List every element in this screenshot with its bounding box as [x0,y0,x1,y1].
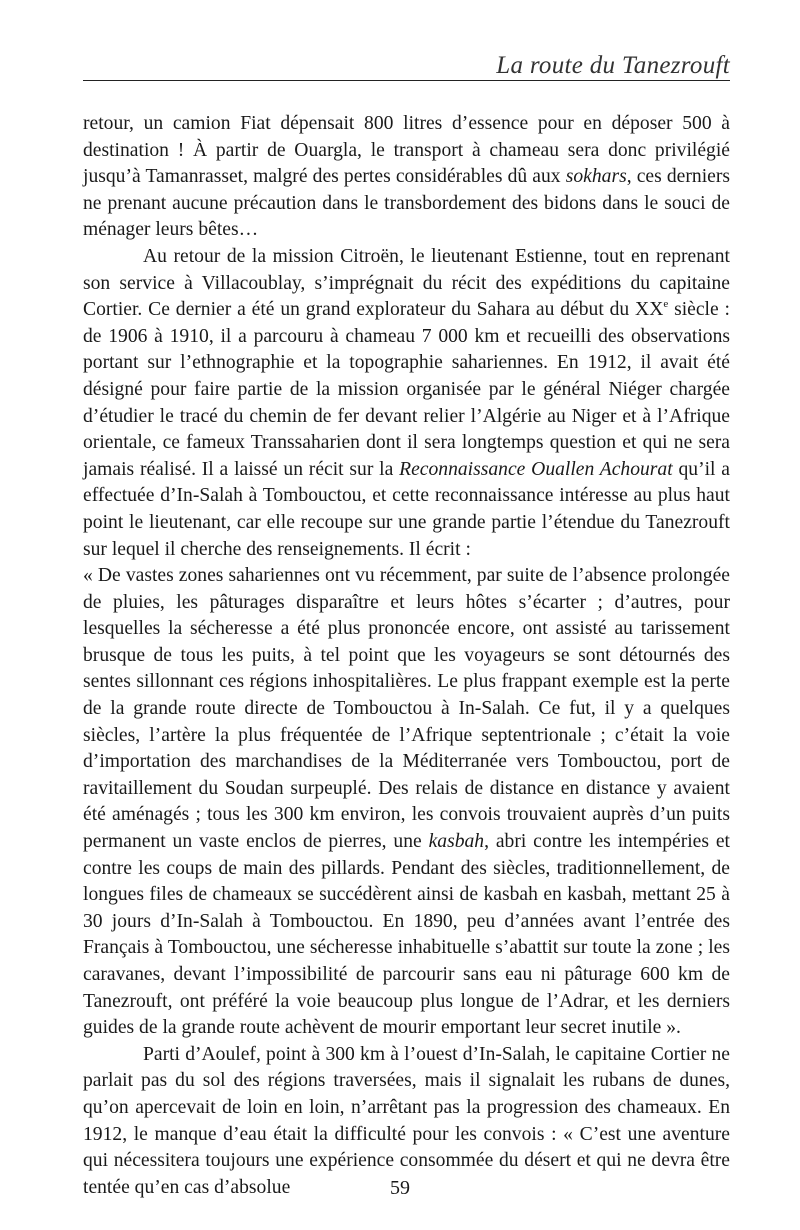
paragraph [83,244,730,563]
running-head-title: La route du Tanezrouft [496,52,730,79]
text-run: qu’il a effectuée d’In-Salah à Tombouctou, et cette reconnaissance intéresse au plus haut point le lieutenant, car elle recoupe sur une grande partie l’étendue du Tanezrouft sur lequel il cherche des renseignements. Il écrit : [83,458,730,560]
body-text [83,111,730,1201]
text-run: retour, un camion Fiat dépensait 800 litres d’essence pour en déposer 500 à destination ! À partir de Ouargla, le transport à chameau sera donc privilégié jusqu’à Tamanrasset, malgré des pertes considérables dû aux [83,113,730,188]
header-rule [83,80,730,81]
text-run: Au retour de la mission Citroën, le lieutenant Estienne, tout en reprenant son service à Villacoublay, s’imprégnait du récit des expéditions du capitaine Cortier. Ce dernier a été un grand explorateur du Sahara au début du XX [83,245,730,321]
italic-term: kasbah [428,831,485,853]
text-run: , abri contre les intempéries et contre les coups de main des pillards. Pendant des siècles, traditionnellement, de longues files de chameaux se succédèrent ainsi de kasbah en kasbah, mettant 25 à 30 jours d’In-Salah à Tombouctou. En 1890, peu d’années avant l’entrée des Français à Tombouctou, une sécheresse inhabituelle s’abattit sur toute la zone ; les caravanes, devant l’impossibilité de parcourir sans eau ni pâturage 600 km de Tanezrouft, ont préféré la voie beaucoup plus longue de l’Adrar, et les derniers guides de la grande route achèvent de mourir emportant leur secret inutile ». [83,831,730,1039]
italic-term: sokhars [565,166,627,188]
page-number: 59 [390,1177,410,1199]
paragraph [83,563,730,1042]
text-run: « De vastes zones sahariennes ont vu récemment, par suite de l’absence prolongée de pluies, les pâturages disparaître et leurs hôtes s’écarter ; d’autres, pour lesquelles la sécheresse a été plus prononcée encore, ont assisté au tarissement brusque de tous les puits, à tel point que les voyageurs se sont détournés des sentes sillonnant ces régions inhospitalières. Le plus frappant exemple est la perte de la grande route directe de Tombouctou à In-Salah. Ce fut, il y a quelques siècles, l’artère la plus fréquentée de l’Afrique septentrionale ; c’était la voie d’importation des marchandises de la Méditerranée vers Tombouctou, port de ravitaillement du Soudan surpeuplé. Des relais de distance en distance y avaient été aménagés ; tous les 300 km environ, les convois trouvaient auprès d’un puits permanent un vaste enclos de pierres, une [83,565,730,853]
italic-term: Reconnaissance Ouallen Achourat [399,458,673,480]
text-run: Parti d’Aoulef, point à 300 km à l’ouest d’In-Salah, le capitaine Cortier ne parlait pas du sol des régions traversées, mais il signalait les rubans de dunes, qu’on apercevait de loin en loin, n’arrêtant pas la progression des chameaux. En 1912, le manque d’eau était la difficulté pour les convois : « C’est une aventure qui nécessitera toujours une expérience consommée du désert et qui ne devra être tentée qu’en cas d’absolue [83,1043,730,1198]
superscript: e [663,298,669,311]
text-run: , ces derniers ne prenant aucune précaution dans le transbordement des bidons dans le souci de ménager leurs bêtes… [83,166,730,241]
text-run: siècle : de 1906 à 1910, il a parcouru à chameau 7 000 km et recueilli des observations portant sur l’ethnographie et la topographie sahariennes. En 1912, il avait été désigné pour faire partie de la mission organisée par le général Niéger chargée d’étudier le tracé du chemin de fer devant relier l’Algérie au Niger et à l’Afrique orientale, ce fameux Transsaharien dont il sera longtemps question et qui ne sera jamais réalisé. Il a laissé un récit sur la [83,299,730,480]
paragraph [83,111,730,244]
